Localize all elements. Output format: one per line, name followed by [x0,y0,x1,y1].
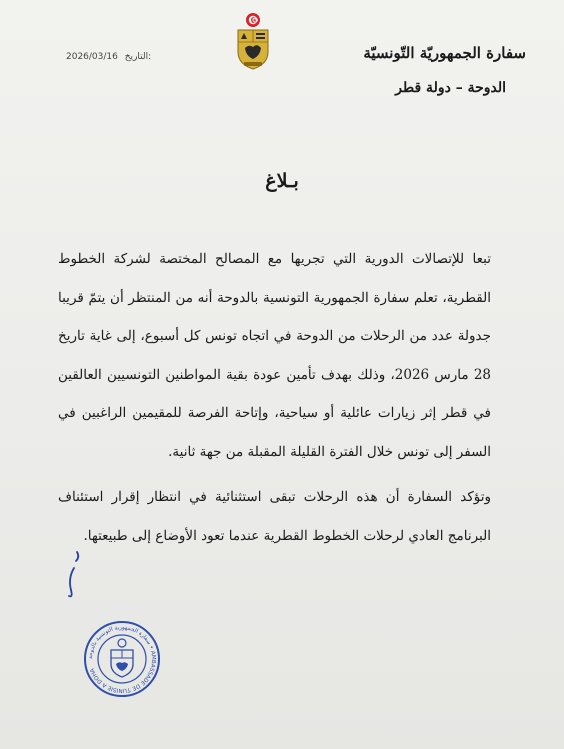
seal-ring-text: سفارة الجمهورية التونسية بالدوحة • AMBASSADE DE TUNISIE A DOHA [87,624,157,694]
embassy-city-country: الدوحة – دولة قطر [395,80,506,96]
date-label: التاريخ: [124,52,152,62]
date-value: 2026/03/16 [66,52,118,62]
notice-body [58,240,491,555]
notice-paragraph-1: تبعا للإتصالات الدورية التي تجريها مع المصالح المختصة لشركة الخطوط القطرية، تعلم سفارة الجمهورية التونسية بالدوحة أنه من المنتظر أن يتمّ قريبا جدولة عدد من الرحلات من الدوحة في اتجاه تونس كل أسبوع، إلى غاية تاريخ 28 مارس 2026، وذلك بهدف تأمين عودة بقية المواطنين التونسيين العالقين في قطر إثر زيارات عائلية أو سياحية، وإتاحة الفرصة للمقيمين الراغبين في السفر إلى تونس خلال الفترة القليلة المقبلة من جهة ثانية. [58,251,491,460]
date-line [66,52,151,62]
notice-paragraph-2: وتؤكد السفارة أن هذه الرحلات تبقى استثنائية في انتظار إقرار استئناف البرنامج العادي لرحلات الخطوط القطرية عندما تعود الأوضاع إلى طبيعتها. [58,489,491,544]
handwritten-signature [64,548,84,600]
notice-title: بـلاغ [265,170,299,192]
embassy-seal-stamp [83,620,161,698]
embassy-name: سفارة الجمهوريّة التّونسيّة [363,44,526,62]
tunisia-coat-of-arms-icon [235,12,271,70]
